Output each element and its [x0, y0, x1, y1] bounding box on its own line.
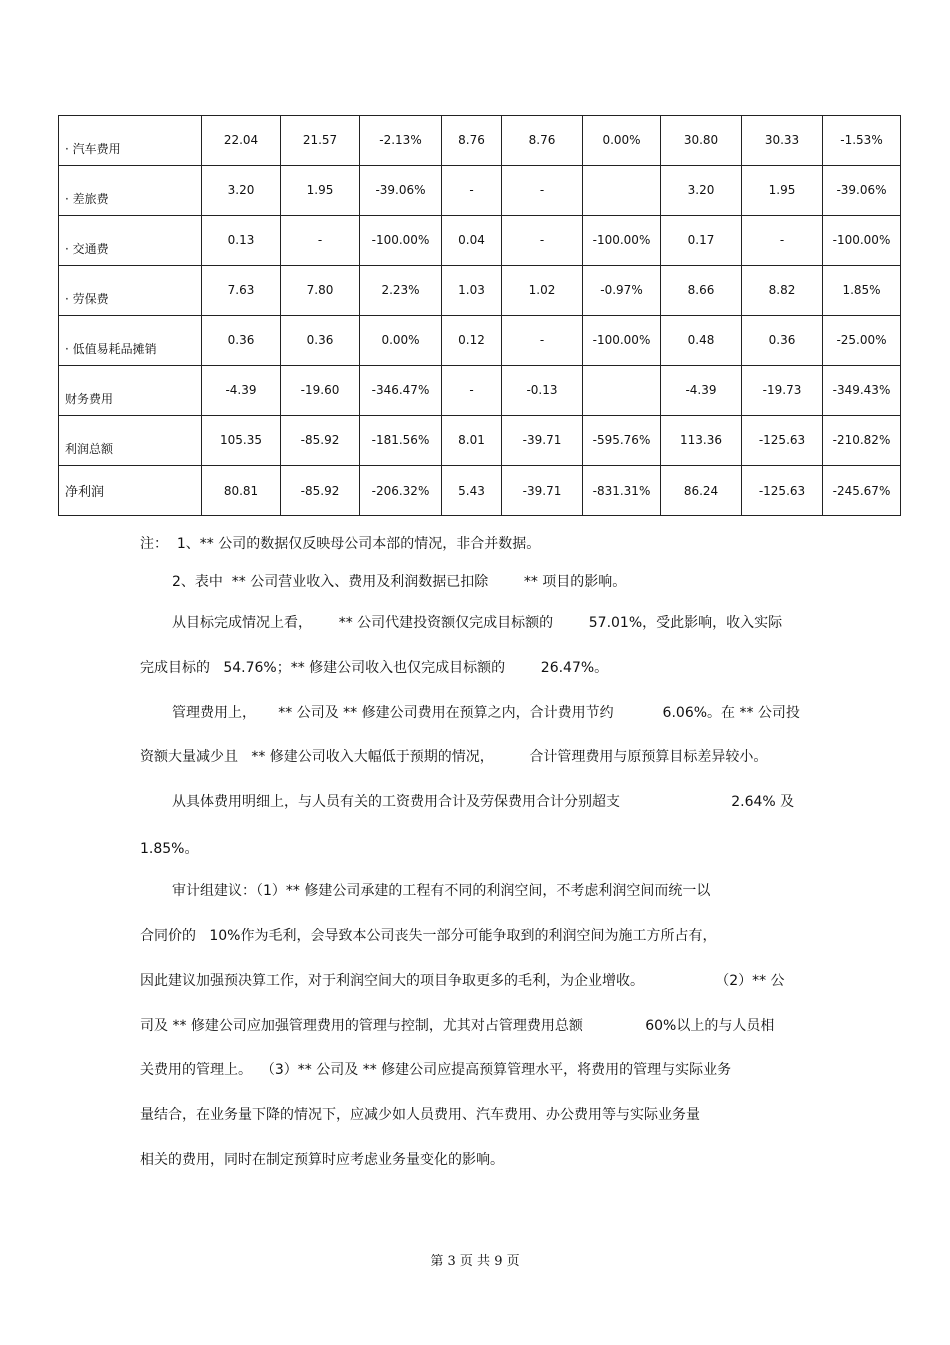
table-cell: 0.12 [442, 316, 502, 366]
table-cell: 3.20 [202, 166, 281, 216]
table-cell: -85.92 [281, 466, 360, 516]
paragraph-line: 合同价的 10%作为毛利，会导致本公司丧失一部分可能争取到的利润空间为施工方所占有， [140, 928, 717, 944]
table-cell: -1.53% [823, 116, 901, 166]
table-cell: -4.39 [202, 366, 281, 416]
table-cell: -19.73 [742, 366, 823, 416]
table-cell: -39.06% [823, 166, 901, 216]
table-row [59, 166, 901, 216]
table-cell: 0.36 [202, 316, 281, 366]
table-cell: - [502, 316, 583, 366]
paragraph-line: 1.85%。 [140, 841, 199, 857]
table-cell: 21.57 [281, 116, 360, 166]
table-cell: -245.67% [823, 466, 901, 516]
paragraph-line: 从目标完成情况上看， ** 公司代建投资额仅完成目标额的 57.01%，受此影响，收入实际 [172, 615, 783, 631]
page-footer: 第 3 页 共 9 页 [430, 1254, 520, 1269]
table-cell: 113.36 [661, 416, 742, 466]
table-cell: 0.36 [742, 316, 823, 366]
table-cell: -39.71 [502, 416, 583, 466]
row-label: 财务费用 [59, 366, 202, 416]
table-cell: -125.63 [742, 416, 823, 466]
table-cell: -100.00% [583, 216, 661, 266]
expense-table [58, 115, 901, 516]
row-label: 利润总额 [59, 416, 202, 466]
table-row [59, 116, 901, 166]
table-cell: 2.23% [360, 266, 442, 316]
table-cell: -25.00% [823, 316, 901, 366]
table-cell: 7.63 [202, 266, 281, 316]
table-row [59, 416, 901, 466]
row-label: · 差旅费 [59, 166, 202, 216]
table-row [59, 466, 901, 516]
table-cell: - [502, 166, 583, 216]
table-cell: -831.31% [583, 466, 661, 516]
table-cell: -0.97% [583, 266, 661, 316]
table-cell: - [502, 216, 583, 266]
table-cell: 0.00% [583, 116, 661, 166]
table-cell: 0.48 [661, 316, 742, 366]
table-cell: 8.01 [442, 416, 502, 466]
table-cell: 105.35 [202, 416, 281, 466]
table-cell: -210.82% [823, 416, 901, 466]
row-label: · 汽车费用 [59, 116, 202, 166]
paragraph-line: 量结合，在业务量下降的情况下，应减少如人员费用、汽车费用、办公费用等与实际业务量 [140, 1107, 700, 1123]
paragraph-line: 相关的费用，同时在制定预算时应考虑业务量变化的影响。 [140, 1152, 504, 1168]
table-cell: -100.00% [583, 316, 661, 366]
table-cell: 0.00% [360, 316, 442, 366]
table-cell: -0.13 [502, 366, 583, 416]
table-cell: - [281, 216, 360, 266]
table-cell: -19.60 [281, 366, 360, 416]
table-cell [583, 366, 661, 416]
table-cell: 80.81 [202, 466, 281, 516]
table-cell: 22.04 [202, 116, 281, 166]
table-cell: -349.43% [823, 366, 901, 416]
table-cell: 1.02 [502, 266, 583, 316]
table-row [59, 316, 901, 366]
table-cell: 8.76 [442, 116, 502, 166]
table-cell: 1.95 [281, 166, 360, 216]
table-cell: 0.04 [442, 216, 502, 266]
table-cell: 0.13 [202, 216, 281, 266]
table-cell: 30.33 [742, 116, 823, 166]
table-cell: 0.17 [661, 216, 742, 266]
table-cell: -181.56% [360, 416, 442, 466]
table-cell: -595.76% [583, 416, 661, 466]
table-row [59, 366, 901, 416]
paragraph-line: 审计组建议：（1）** 修建公司承建的工程有不同的利润空间，不考虑利润空间而统一以 [172, 883, 711, 899]
table-cell: 1.85% [823, 266, 901, 316]
table-cell: 0.36 [281, 316, 360, 366]
table-cell: -346.47% [360, 366, 442, 416]
table-cell: -39.06% [360, 166, 442, 216]
table-cell: - [442, 366, 502, 416]
paragraph-line: 完成目标的 54.76%；** 修建公司收入也仅完成目标额的 26.47%。 [140, 660, 609, 676]
note-line-2: 2、表中 ** 公司营业收入、费用及利润数据已扣除 ** 项目的影响。 [172, 574, 627, 590]
table-cell: 5.43 [442, 466, 502, 516]
paragraph-line: 资额大量减少且 ** 修建公司收入大幅低于预期的情况， 合计管理费用与原预算目标差异较小。 [140, 749, 768, 765]
paragraph-line: 关费用的管理上。 （3）** 公司及 ** 修建公司应提高预算管理水平，将费用的管理与实际业务 [140, 1062, 732, 1078]
table-cell: -4.39 [661, 366, 742, 416]
table-cell: 3.20 [661, 166, 742, 216]
table-cell: -39.71 [502, 466, 583, 516]
table-cell: -206.32% [360, 466, 442, 516]
table-cell: -125.63 [742, 466, 823, 516]
table-cell: 1.95 [742, 166, 823, 216]
table-cell: - [442, 166, 502, 216]
row-label: · 交通费 [59, 216, 202, 266]
table-cell: -100.00% [360, 216, 442, 266]
table-cell: - [742, 216, 823, 266]
table-cell: 8.82 [742, 266, 823, 316]
paragraph-line: 从具体费用明细上，与人员有关的工资费用合计及劳保费用合计分别超支 2.64% 及 [172, 794, 795, 810]
table-row [59, 216, 901, 266]
table-cell: 8.76 [502, 116, 583, 166]
paragraph-line: 因此建议加强预决算工作，对于利润空间大的项目争取更多的毛利，为企业增收。 （2）** 公 [140, 973, 785, 989]
note-line-1: 注： 1、** 公司的数据仅反映母公司本部的情况，非合并数据。 [140, 536, 541, 552]
table-cell: 30.80 [661, 116, 742, 166]
table-cell: -85.92 [281, 416, 360, 466]
table-cell: -2.13% [360, 116, 442, 166]
row-label: · 低值易耗品摊销 [59, 316, 202, 366]
table-cell: 1.03 [442, 266, 502, 316]
table-cell: -100.00% [823, 216, 901, 266]
table-row [59, 266, 901, 316]
paragraph-line: 司及 ** 修建公司应加强管理费用的管理与控制，尤其对占管理费用总额 60%以上的与人员相 [140, 1018, 775, 1034]
table-cell: 86.24 [661, 466, 742, 516]
table-cell [583, 166, 661, 216]
table-cell: 8.66 [661, 266, 742, 316]
table-cell: 7.80 [281, 266, 360, 316]
row-label: · 劳保费 [59, 266, 202, 316]
row-label: 净利润 [59, 466, 202, 516]
paragraph-line: 管理费用上， ** 公司及 ** 修建公司费用在预算之内，合计费用节约 6.06%。在 ** 公司投 [172, 705, 800, 721]
